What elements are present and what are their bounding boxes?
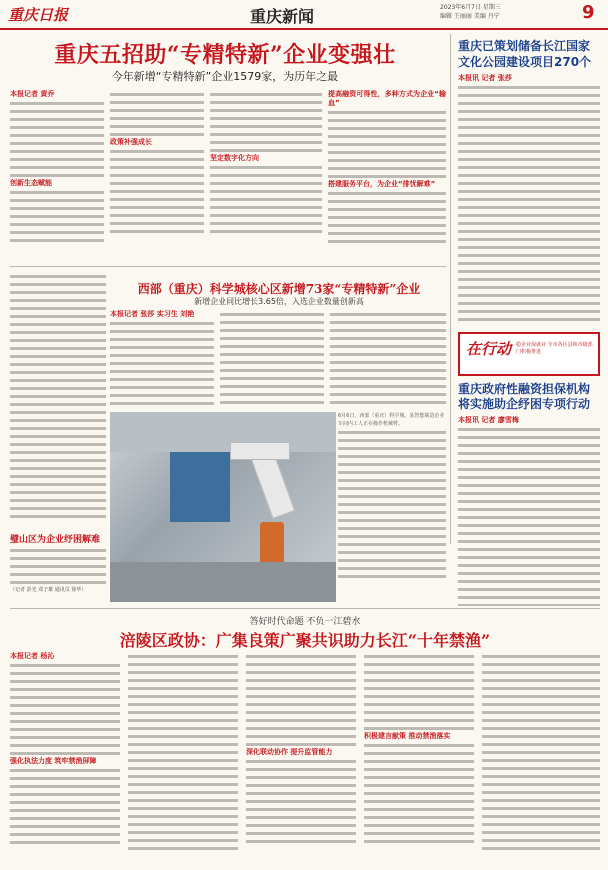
small-story-headline: 璧山区为企业纾困解难 [10, 535, 101, 545]
robot-arm-head-icon [230, 442, 290, 460]
lead-subtitle-3: 坚定数字化方向 [210, 154, 259, 162]
bottom-subtitle-2: 深化联动协作 提升监管能力 [246, 748, 333, 756]
story-divider [10, 266, 446, 267]
lead-subheadline: 今年新增“专精特新”企业1579家，为历年之最 [111, 70, 339, 83]
bottom-column-5 [482, 652, 600, 864]
photo-caption: 6月6日，西部（重庆）科学城，某智能制造企业车间内工人正在操作机械臂。 [338, 413, 445, 427]
second-column-3 [330, 310, 446, 410]
bottom-divider [10, 608, 600, 609]
page-number: 9 [582, 2, 595, 23]
second-column-2 [220, 310, 324, 410]
lead-headline: 重庆五招助“专精特新”企业变强壮 [54, 42, 396, 68]
bottom-kicker: 答好时代命题 不负一江碧水 [249, 617, 361, 627]
right-story-2-headline: 重庆政府性融资担保机构将实施助企纾困专项行动 [458, 382, 591, 411]
right-story-2-body [458, 416, 600, 606]
small-story-body [10, 546, 106, 602]
small-left-body [10, 272, 106, 528]
lead-column-3 [210, 90, 322, 262]
issue-date: 2023年6月7日 星期三 [440, 4, 501, 11]
bottom-column-4 [364, 652, 474, 864]
lead-byline: 本报记者 黄乔 [10, 90, 55, 98]
factory-ceiling [110, 412, 336, 452]
right-story-2-byline: 本报讯 记者 廖雪梅 [458, 416, 519, 424]
bottom-headline: 涪陵区政协：广集良策广聚共识助力长江“十年禁渔” [119, 631, 491, 650]
second-byline: 本报记者 张莎 实习生 刘艳 [110, 310, 195, 318]
column-divider [450, 34, 451, 544]
lead-subtitle-5: 搭建服务平台，为企业“排忧解难” [328, 180, 436, 188]
badge-subtitle: 稳企业保就业 全市各区县和市级部门积极推进 [516, 342, 593, 355]
badge-title: 在行动 [466, 340, 512, 358]
machine-panel [170, 452, 230, 522]
photo-caption-col [338, 412, 446, 602]
bottom-column-2 [128, 652, 238, 864]
factory-floor [110, 562, 336, 602]
factory-photo [110, 412, 336, 602]
lead-column-1 [10, 90, 104, 262]
lead-subtitle-4: 提高融资可得性，多种方式为企业“输血” [328, 90, 446, 107]
small-story-byline: （记者 彭光 邓子雄 通讯员 徐华） [10, 587, 87, 593]
right-story-body [458, 74, 600, 326]
second-subheadline: 新增企业同比增长3.65倍，入选企业数量创新高 [194, 297, 364, 306]
lead-subtitle-1: 创新生态赋能 [10, 179, 52, 187]
lead-subtitle-2: 政策补强成长 [110, 138, 152, 146]
bottom-subtitle-1: 强化执法力度 筑牢禁渔屏障 [10, 757, 97, 765]
editors-line: 编辑 王丽丽 美编 丹宁 [440, 13, 500, 20]
bottom-column-1 [10, 652, 120, 864]
masthead [0, 0, 608, 30]
lead-column-2 [110, 90, 204, 262]
section-title: 重庆新闻 [250, 7, 315, 26]
lead-column-4 [328, 90, 446, 262]
right-story-headline: 重庆已策划储备长江国家文化公园建设项目270个 [458, 39, 592, 69]
bottom-column-3 [246, 652, 356, 864]
section-badge [458, 332, 600, 376]
newspaper-logo: 重庆日报 [8, 6, 69, 24]
second-headline: 西部（重庆）科学城核心区新增73家“专精特新”企业 [137, 282, 421, 296]
bottom-subtitle-3: 积极建言献策 推动禁渔落实 [364, 732, 451, 740]
bottom-byline: 本报记者 杨沁 [10, 652, 55, 660]
right-story-byline: 本报讯 记者 张莎 [458, 74, 512, 82]
second-column-1 [110, 310, 214, 410]
masthead-info [440, 3, 570, 21]
